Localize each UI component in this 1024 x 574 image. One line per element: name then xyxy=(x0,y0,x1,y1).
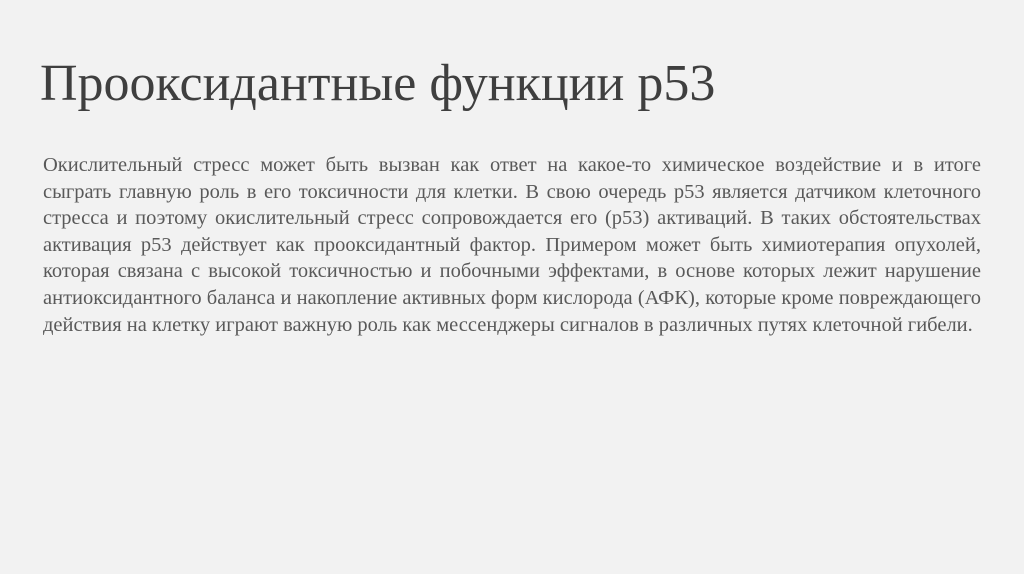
slide-body-text: Окислительный стресс может быть вызван как ответ на какое-то химическое воздействие и в итоге сыграть главную роль в его токсичности для клетки. В свою очередь p53 является датчиком клеточного стресса и поэтому окислительный стресс сопровождается его (p53) активаций. В таких обстоятельствах активация p53 действует как прооксидантный фактор. Примером может быть химиотерапия опухолей, которая связана с высокой токсичностью и побочными эффектами, в основе которых лежит нарушение антиоксидантного баланса и накопление активных форм кислорода (АФК), которые кроме повреждающего действия на клетку играют важную роль как мессенджеры сигналов в различных путях клеточной гибели. xyxy=(43,154,981,336)
slide-title: Прооксидантные функции p53 xyxy=(40,55,716,112)
